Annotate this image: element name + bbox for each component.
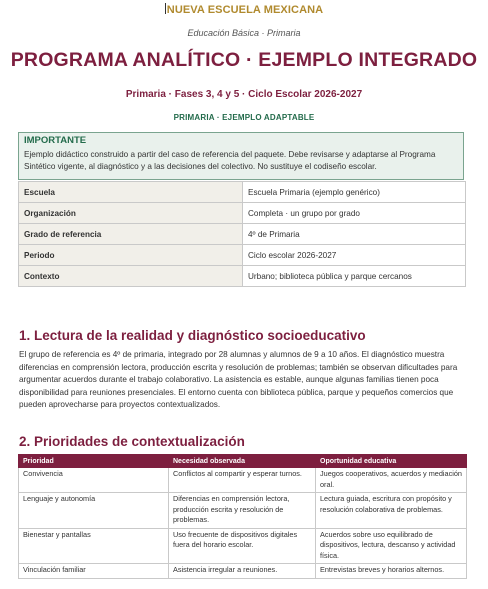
document-title: PROGRAMA ANALÍTICO · EJEMPLO INTEGRADO (10, 49, 478, 71)
column-header: Oportunidad educativa (316, 455, 467, 468)
document-meta: Primaria · Fases 3, 4 y 5 · Ciclo Escolar 2026-2027 (125, 89, 363, 100)
table-cell: Diferencias en comprensión lectora, producción escrita y resolución de problemas. (169, 493, 316, 529)
school-info-table (18, 181, 466, 287)
info-label: Contexto (19, 266, 243, 287)
table-cell: Conflictos al compartir y esperar turnos. (169, 468, 316, 493)
info-value: Completa · un grupo por grado (243, 203, 466, 224)
table-cell: Convivencia (19, 468, 169, 493)
table-row (19, 224, 466, 245)
notice-text: Ejemplo didáctico construido a partir del caso de referencia del paquete. Debe revisarse y adaptarse al Programa Sintético vigente, al diagnóstico y a las decisiones del colectivo. No sustituye el codiseño escolar. (24, 150, 436, 171)
table-cell: Asistencia irregular a reuniones. (169, 564, 316, 579)
table-cell: Lenguaje y autonomía (19, 493, 169, 529)
info-label: Periodo (19, 245, 243, 266)
section2-heading: 2. Prioridades de contextualización (19, 434, 245, 449)
info-label: Escuela (19, 182, 243, 203)
table-cell: Uso frecuente de dispositivos digitales fuera del horario escolar. (169, 528, 316, 564)
notice-title: IMPORTANTE (24, 135, 87, 146)
info-label: Organización (19, 203, 243, 224)
table-row (19, 528, 467, 564)
brand-header (0, 3, 488, 16)
table-header-row (19, 455, 467, 468)
table-row (19, 266, 466, 287)
table-row (19, 468, 467, 493)
column-header: Prioridad (19, 455, 169, 468)
brand-text: NUEVA ESCUELA MEXICANA (166, 4, 324, 16)
info-value: Ciclo escolar 2026-2027 (243, 245, 466, 266)
column-header: Necesidad observada (169, 455, 316, 468)
table-row (19, 564, 467, 579)
text-cursor (165, 3, 166, 14)
table-row (19, 182, 466, 203)
table-row (19, 245, 466, 266)
table-cell: Acuerdos sobre uso equilibrado de dispositivos, lectura, descanso y actividad física. (316, 528, 467, 564)
section1-body: El grupo de referencia es 4º de primaria, integrado por 28 alumnas y alumnos de 9 a 10 años. El diagnóstico muestra diferencias en comprensión lectora, producción escrita y resolución de problemas; también se observan dificultades para argumentar acuerdos durante el trabajo colaborativo. La asistencia es estable, aunque algunas familias tienen poca disponibilidad para reuniones presenciales. El entorno cuenta con biblioteca pública, parque y pequeños comercios que pueden aprovecharse para proyectos contextualizados. (19, 350, 458, 410)
priorities-table (18, 454, 467, 579)
info-value: Escuela Primaria (ejemplo genérico) (243, 182, 466, 203)
document-subtitle: Educación Básica · Primaria (187, 28, 301, 38)
info-value: Urbano; biblioteca pública y parque cercanos (243, 266, 466, 287)
section1-heading: 1. Lectura de la realidad y diagnóstico socioeducativo (19, 328, 366, 343)
table-cell: Juegos cooperativos, acuerdos y mediación oral. (316, 468, 467, 493)
table-cell: Vinculación familiar (19, 564, 169, 579)
document-tag: PRIMARIA · EJEMPLO ADAPTABLE (173, 113, 315, 122)
table-row (19, 203, 466, 224)
info-label: Grado de referencia (19, 224, 243, 245)
info-value: 4º de Primaria (243, 224, 466, 245)
table-row (19, 493, 467, 529)
table-cell: Bienestar y pantallas (19, 528, 169, 564)
important-notice (18, 132, 464, 180)
table-cell: Entrevistas breves y horarios alternos. (316, 564, 467, 579)
table-cell: Lectura guiada, escritura con propósito y resolución colaborativa de problemas. (316, 493, 467, 529)
